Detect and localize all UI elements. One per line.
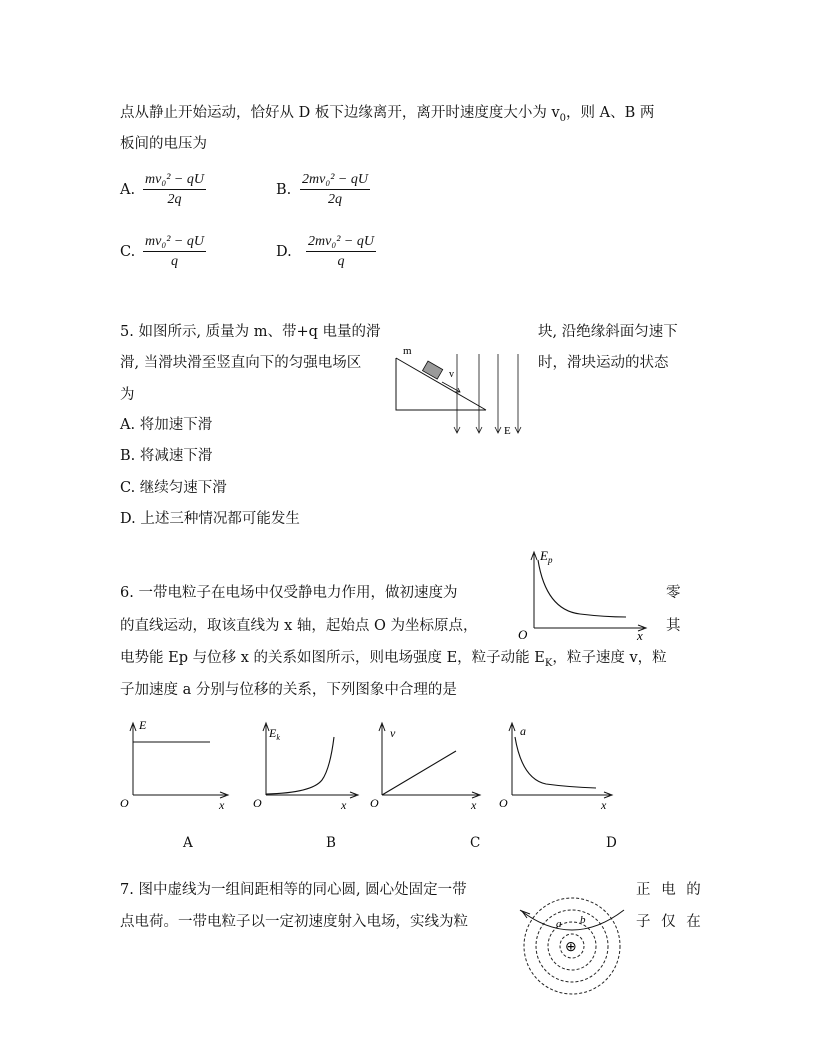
graph-d: [496, 715, 621, 810]
q4-option-a-denominator: 2q: [167, 192, 182, 207]
slider-block: [423, 361, 443, 379]
q4-option-c-denominator: q: [170, 254, 178, 269]
graph-a-origin: O: [120, 796, 129, 810]
graph-c-origin: O: [370, 796, 379, 810]
field-label: E: [504, 425, 511, 437]
q5-line2-right: 时，滑块运动的状态: [538, 355, 669, 371]
q4-line1-end: ，则 A、B 两: [566, 105, 655, 121]
q4-option-b-numerator: 2mv₀² − qU: [300, 172, 370, 190]
q7-line2-right: 子 仅 在: [636, 914, 701, 930]
graph-d-origin: O: [499, 796, 508, 810]
q7-concentric-circles-figure: [512, 890, 632, 1002]
graph-c-option-label: C: [470, 835, 481, 851]
q4-text-line1: [120, 103, 654, 129]
q5-option-a: A. 将加速下滑: [120, 417, 213, 433]
q7-line2-left: 点电荷。一带电粒子以一定初速度射入电场，实线为粒: [120, 914, 468, 930]
graph-b-ylabel-sub: k: [276, 733, 280, 742]
ep-graph-ylabel-sub: p: [547, 555, 553, 565]
q5-line3: 为: [120, 387, 135, 403]
q4-option-b-denominator: 2q: [327, 192, 342, 207]
q7-line1-left: 7. 图中虚线为一组间距相等的同心圆, 圆心处固定一带: [120, 882, 467, 898]
ep-graph-origin: O: [518, 627, 528, 642]
q4-option-b-fraction: [300, 172, 370, 208]
graph-b-option-label: B: [326, 835, 336, 851]
graph-d-curve: [515, 737, 596, 788]
graph-c-curve: [382, 751, 456, 795]
ep-graph: [510, 540, 650, 643]
ep-graph-ylabel: [539, 548, 553, 565]
positive-charge-icon: ⊕: [565, 940, 577, 955]
graph-b: [250, 715, 365, 810]
q5-line1-left: 5. 如图所示, 质量为 m、带+q 电量的滑: [120, 324, 381, 340]
graph-b-origin: O: [253, 796, 262, 810]
ep-graph-curve: [538, 560, 626, 617]
incline-surface: [396, 358, 486, 410]
field-lines: [454, 354, 521, 433]
q6-line4: 子加速度 a 分别与位移的关系，下列图象中合理的是: [120, 682, 457, 698]
particle-trajectory: [520, 910, 624, 930]
q4-option-a-fraction: [143, 172, 206, 208]
graph-b-curve: [266, 737, 334, 794]
q5-option-d: D. 上述三种情况都可能发生: [120, 511, 300, 527]
q6-line2-right: 其: [666, 618, 681, 634]
q4-v-subscript: 0: [559, 112, 567, 124]
ep-graph-xlabel: x: [637, 628, 643, 643]
graph-d-xlabel: x: [601, 798, 607, 812]
q4-text-line2: 板间的电压为: [120, 136, 207, 152]
q6-line1-left: 6. 一带电粒子在电场中仅受静电力作用，做初速度为: [120, 585, 458, 601]
q6-line2-left: 的直线运动，取该直线为 x 轴，起始点 O 为坐标原点，: [120, 618, 478, 634]
q4-option-a-numerator: mv₀² − qU: [143, 172, 206, 190]
graph-a-xlabel: x: [219, 798, 225, 812]
q4-option-d-denominator: q: [337, 254, 345, 269]
q5-line2-left: 滑, 当滑块滑至竖直向下的匀强电场区: [120, 355, 362, 371]
q4-option-d-numerator: 2mv₀² − qU: [306, 234, 376, 252]
q4-option-b-label: B.: [276, 182, 292, 198]
q5-line1-right: 块, 沿绝缘斜面匀速下: [538, 324, 678, 340]
q5-incline-figure: [390, 340, 530, 440]
q7-line1-right: 正 电 的: [636, 882, 701, 898]
graph-b-ylabel: [268, 726, 280, 742]
q6-line3-text: 电势能 Ep 与位移 x 的关系如图所示，则电场强度 E，粒子动能 E: [120, 650, 545, 666]
graph-c-ylabel: v: [390, 726, 396, 740]
point-b-label: b: [580, 914, 586, 926]
graph-b-ylabel-main: E: [269, 726, 277, 740]
q4-option-c-fraction: [143, 234, 206, 270]
graph-a: [118, 715, 233, 810]
graph-d-ylabel: a: [520, 724, 526, 738]
q4-line1-text: 点从静止开始运动，恰好从 D 板下边缘离开，离开时速度度大小为 v: [120, 105, 560, 121]
q6-line3: [120, 648, 667, 674]
q6-line1-right: 零: [666, 585, 681, 601]
velocity-label: v: [449, 369, 454, 380]
q5-option-b: B. 将减速下滑: [120, 448, 213, 464]
graph-a-ylabel: E: [139, 718, 147, 732]
point-a-label: a: [556, 918, 562, 930]
ep-graph-ylabel-main: E: [540, 548, 548, 563]
q4-option-d-fraction: [306, 234, 376, 270]
graph-d-option-label: D: [606, 835, 617, 851]
graph-b-xlabel: x: [341, 798, 347, 812]
q6-ek-subscript: K: [544, 657, 553, 669]
q4-option-a-label: A.: [120, 182, 136, 198]
graph-c: [368, 715, 483, 810]
q4-option-c-numerator: mv₀² − qU: [143, 234, 206, 252]
graph-a-option-label: A: [183, 835, 193, 851]
q5-option-c: C. 继续匀速下滑: [120, 480, 227, 496]
q4-option-c-label: C.: [120, 244, 136, 260]
mass-label: m: [403, 345, 412, 357]
q4-option-d-label: D.: [276, 244, 292, 260]
q6-line3-end: ，粒子速度 v，粒: [552, 650, 667, 666]
graph-c-xlabel: x: [471, 798, 477, 812]
